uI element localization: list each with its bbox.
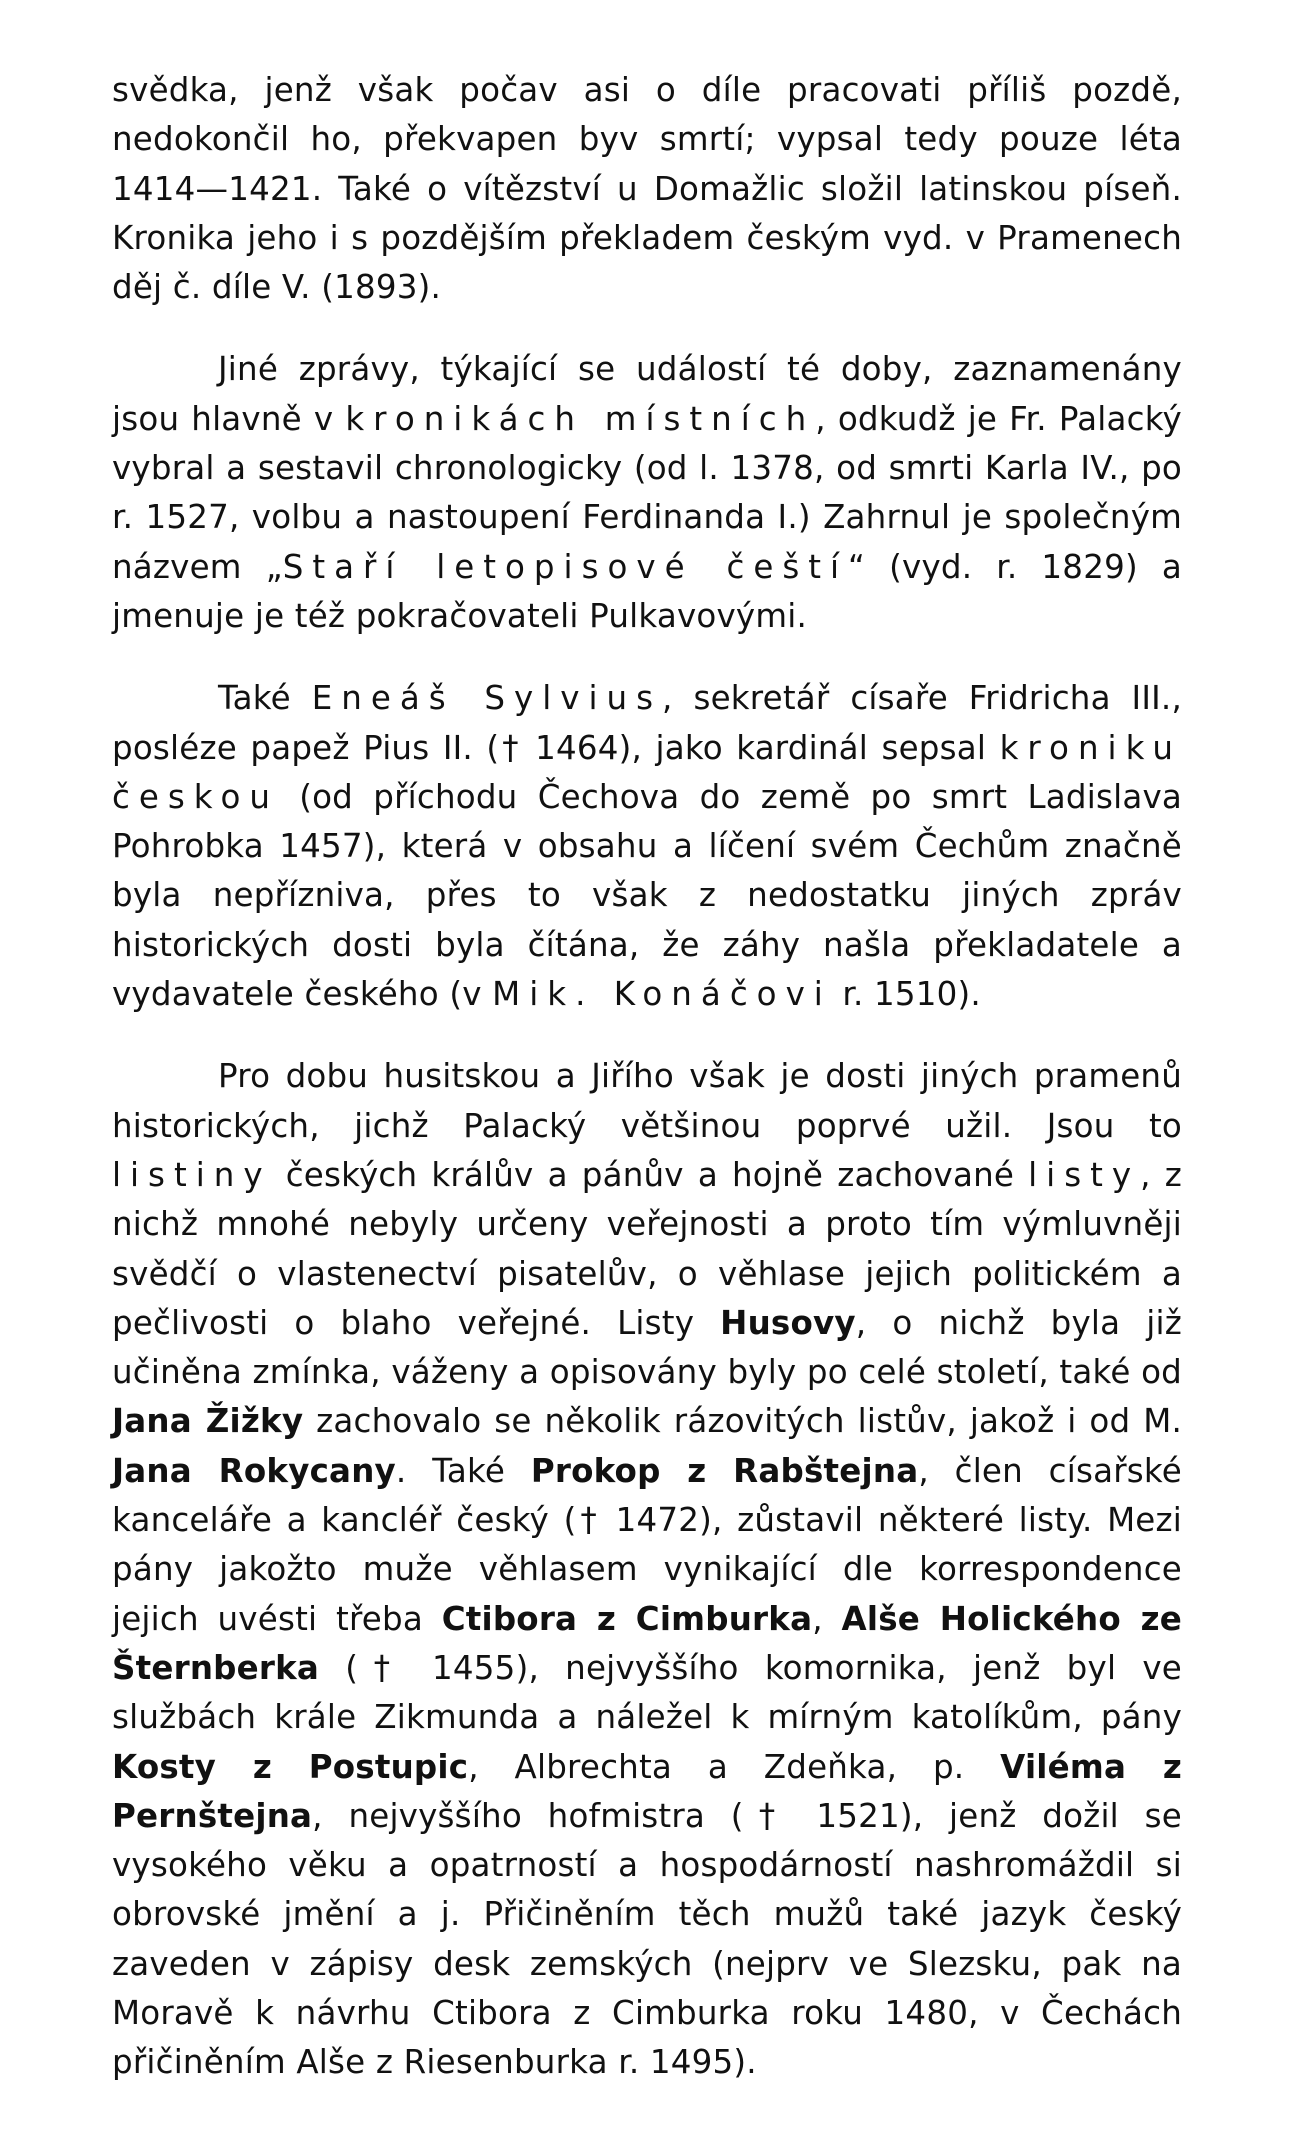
paragraph-4 — [112, 1052, 1182, 2087]
spaced-term: listy — [1028, 1155, 1141, 1194]
paragraph-1 — [112, 66, 1182, 312]
bold-name: Husovy — [720, 1303, 856, 1342]
bold-name: Ctibora z Cimburka — [441, 1599, 813, 1638]
text-run: († 1455), nejvyššího komornika, jenž byl ve službách krále Zikmunda a náležel k mírným katolíkům, pány — [112, 1648, 1182, 1737]
text-run: , člen císařské kanceláře a kancléř český († 1472), zůstavil některé listy. Mezi pány jakožto muže věhlasem vynikající dle korrespondence jejich uvésti třeba — [112, 1451, 1182, 1638]
text-run: , sekretář císaře Fridricha III., posléze papež Pius II. († 1464), jako kardinál sepsal — [112, 679, 1182, 767]
bold-name: Kosty z Postupic — [112, 1747, 469, 1786]
spaced-term: Mik. Konáčovi — [492, 975, 832, 1014]
spaced-term: kronikách místních — [345, 399, 816, 438]
paragraph-gap — [112, 641, 1182, 674]
text-run: r. 1510). — [831, 975, 981, 1014]
spaced-term: Eneáš Sylvius — [311, 679, 663, 718]
spaced-term: kroniku českou — [112, 728, 1182, 816]
text-run: , Albrechta a Zdeňka, p. — [468, 1747, 1001, 1786]
text-run: Pro dobu husitskou a Jiřího však je dosti jiných pramenů historických, jichž Palacký většinou poprvé užil. Jsou to — [112, 1057, 1182, 1145]
bold-name: Prokop z Rabštejna — [530, 1451, 919, 1490]
paragraph-2 — [112, 345, 1182, 641]
document-page — [112, 66, 1182, 2088]
text-run: svědka, jenž však počav asi o díle pracovati příliš pozdě, nedokončil ho, překvapen byv smrtí; vypsal tedy pouze léta 1414—1421. Také o vítězství u Domažlic složil latinskou píseň. Kronika jeho i s pozdějším překladem českým vyd. v Pramenech děj č. díle V. (1893). — [112, 71, 1182, 307]
text-run: (od příchodu Čechova do země po smrt Ladislava Pohrobka 1457), která v obsahu a líčení svém Čechům značně byla nepříznivа, přes to však z nedostatku jiných zpráv historických dosti byla čítána, že záhy našla překladatele a vydavatele českého (v — [112, 777, 1182, 1014]
text-run: českých králův a pánův a hojně zachované — [271, 1155, 1029, 1194]
bold-name: Jana Žižky — [112, 1402, 304, 1441]
text-run: , z nichž mnohé nebyly určeny veřejnosti a proto tím výmluvněji svědčí o vlastenectví pisatelův, o věhlase jejich politickém a pečlivosti o blaho veřejné. Listy — [112, 1155, 1182, 1342]
text-run: “ (vyd. r. 1829) a jmenuje je též pokračovateli Pulkavovými. — [112, 547, 1182, 635]
text-run: zachovalo se několik rázovitých listův, jakož i od M. — [303, 1402, 1183, 1441]
bold-name: Jana Rokycany — [112, 1451, 396, 1490]
paragraph-gap — [112, 1019, 1182, 1052]
text-run: . Také — [395, 1451, 531, 1490]
text-run: , nejvyššího hofmistra († 1521), jenž dožil se vysokého věku a opatrností a hospodárností nashromáždil si obrovské jmění a j. Přičiněním těch mužů také jazyk český zaveden v zápisy desk zemských (nejprv ve Slezsku, pak na Moravě k návrhu Ctibora z Cimburka roku 1480, v Čechách přičiněním Alše z Riesenburka r. 1495). — [112, 1796, 1182, 2082]
text-run: , — [812, 1599, 842, 1638]
bold-name: Viléma z Pernštejna — [112, 1747, 1182, 1835]
text-run: Také — [218, 679, 312, 718]
text-run: , odkudž je Fr. Palacký vybral a sestavil chronologicky (od l. 1378, od smrti Karla IV., po r. 1527, volbu a nastoupení Ferdinanda I.) Zahrnul je společným názvem „ — [112, 399, 1182, 586]
bold-name: Alše Holického ze Šternberka — [112, 1599, 1182, 1687]
text-run: , o nichž byla již učiněna zmínka, váženy a opisovány byly po celé století, také od — [112, 1303, 1182, 1392]
paragraph-3 — [112, 674, 1182, 1019]
paragraph-gap — [112, 312, 1182, 345]
spaced-term: listiny — [112, 1155, 272, 1194]
text-run: Jiné zprávy, týkající se událostí té doby, zaznamenány jsou hlavně v — [112, 350, 1182, 438]
spaced-term: Staří letopisové čeští — [282, 547, 849, 586]
